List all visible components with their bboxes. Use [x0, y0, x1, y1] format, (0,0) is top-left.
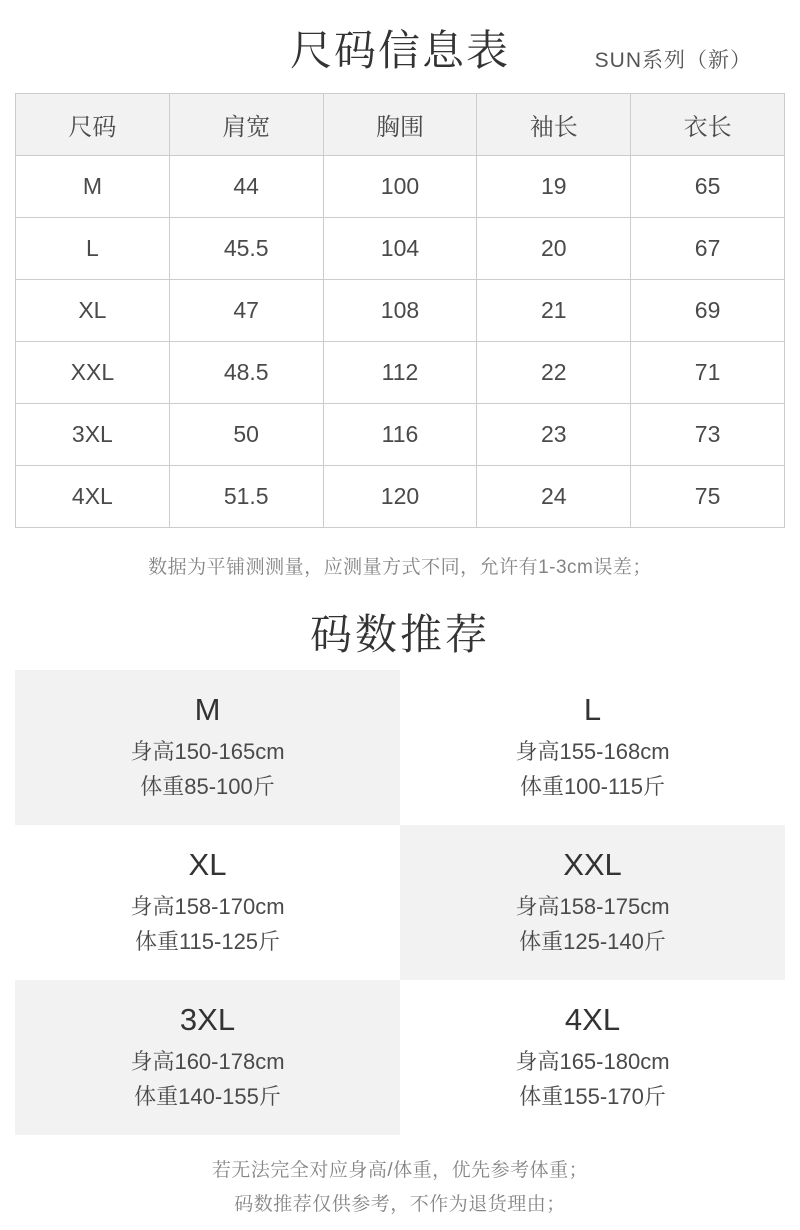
size-card-xl	[15, 825, 400, 980]
cell-value: 75	[631, 466, 785, 528]
cell-value: 50	[169, 404, 323, 466]
col-header-garment-length: 衣长	[631, 94, 785, 156]
cell-size: XL	[16, 280, 170, 342]
table-row	[16, 218, 785, 280]
size-recommendation-grid	[15, 670, 785, 1135]
card-weight-range: 体重85-100斤	[140, 773, 275, 799]
cell-value: 23	[477, 404, 631, 466]
col-header-size: 尺码	[16, 94, 170, 156]
card-size-label: 4XL	[564, 1001, 621, 1037]
size-card-l	[400, 670, 785, 825]
card-height-range: 身高150-165cm	[130, 738, 285, 764]
footnotes	[0, 1154, 800, 1222]
cell-size: M	[16, 156, 170, 218]
cell-value: 67	[631, 218, 785, 280]
size-card-xxl	[400, 825, 785, 980]
table-row	[16, 404, 785, 466]
table-row	[16, 280, 785, 342]
recommendation-title: 码数推荐	[309, 611, 490, 658]
card-height-range: 身高158-170cm	[130, 893, 285, 919]
size-table-body	[16, 156, 785, 528]
cell-value: 48.5	[169, 342, 323, 404]
card-height-range: 身高165-180cm	[515, 1048, 670, 1074]
card-weight-range: 体重140-155斤	[134, 1083, 281, 1109]
card-weight-range: 体重115-125斤	[134, 928, 281, 954]
cell-value: 65	[631, 156, 785, 218]
size-table-header	[16, 94, 785, 156]
cell-value: 120	[323, 466, 477, 528]
cell-value: 20	[477, 218, 631, 280]
cell-value: 19	[477, 156, 631, 218]
col-header-chest: 胸围	[323, 94, 477, 156]
card-weight-range: 体重100-115斤	[519, 773, 666, 799]
cell-value: 51.5	[169, 466, 323, 528]
card-weight-range: 体重125-140斤	[519, 928, 666, 954]
cell-size: L	[16, 218, 170, 280]
col-header-shoulder-width: 肩宽	[169, 94, 323, 156]
size-card-4xl	[400, 980, 785, 1135]
table-row	[16, 342, 785, 404]
cell-value: 108	[323, 280, 477, 342]
cell-value: 104	[323, 218, 477, 280]
cell-size: 3XL	[16, 404, 170, 466]
cell-value: 47	[169, 280, 323, 342]
card-size-label: L	[583, 691, 602, 727]
size-table	[15, 93, 785, 528]
card-size-label: 3XL	[179, 1001, 236, 1037]
cell-size: XXL	[16, 342, 170, 404]
cell-value: 73	[631, 404, 785, 466]
cell-value: 71	[631, 342, 785, 404]
measurement-note: 数据为平铺测测量，应测量方式不同，允许有1-3cm误差；	[148, 557, 652, 578]
table-header-row	[16, 94, 785, 156]
cell-value: 21	[477, 280, 631, 342]
card-size-label: M	[194, 691, 221, 727]
card-weight-range: 体重155-170斤	[519, 1083, 666, 1109]
col-header-sleeve-length: 袖长	[477, 94, 631, 156]
card-size-label: XL	[188, 846, 227, 882]
cell-value: 116	[323, 404, 477, 466]
cell-value: 22	[477, 342, 631, 404]
cell-value: 24	[477, 466, 631, 528]
footnote-line: 若无法完全对应身高/体重，优先参考体重；	[211, 1160, 589, 1181]
cell-value: 112	[323, 342, 477, 404]
card-height-range: 身高160-178cm	[130, 1048, 285, 1074]
card-height-range: 身高158-175cm	[515, 893, 670, 919]
size-card-3xl	[15, 980, 400, 1135]
page-title: 尺码信息表	[289, 27, 510, 74]
table-row	[16, 156, 785, 218]
cell-value: 100	[323, 156, 477, 218]
cell-value: 44	[169, 156, 323, 218]
cell-value: 69	[631, 280, 785, 342]
size-card-m	[15, 670, 400, 825]
cell-size: 4XL	[16, 466, 170, 528]
cell-value: 45.5	[169, 218, 323, 280]
card-height-range: 身高155-168cm	[515, 738, 670, 764]
card-size-label: XXL	[563, 846, 622, 882]
page-subtitle: SUN系列（新）	[594, 49, 752, 72]
table-row	[16, 466, 785, 528]
footnote-line: 码数推荐仅供参考，不作为退货理由；	[234, 1194, 566, 1215]
